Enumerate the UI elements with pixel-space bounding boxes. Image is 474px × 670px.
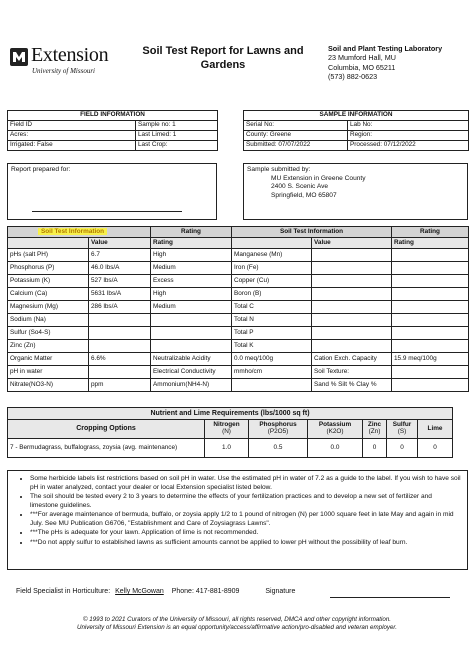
soil-param-rating	[392, 288, 469, 301]
notes-box	[7, 470, 468, 570]
irrigated: Irrigated: False	[8, 141, 136, 151]
soil-info-header-left	[8, 227, 151, 238]
submitter-line-3: Springfield, MO 65807	[271, 191, 337, 199]
soil-param-rating	[151, 340, 232, 353]
nutrient-row	[8, 439, 453, 458]
extra-param-name: Organic Matter	[8, 353, 89, 366]
soil-param-rating: Medium	[151, 262, 232, 275]
soil-param-value	[89, 327, 151, 340]
soil-param-value	[312, 275, 392, 288]
soil-param-name: Potassium (K)	[8, 275, 89, 288]
soil-test-row	[8, 288, 469, 301]
extra-param-name: pH in water	[8, 366, 89, 379]
last-crop: Last Crop:	[136, 141, 218, 151]
soil-param-rating	[392, 275, 469, 288]
extra-param-value	[232, 379, 312, 392]
soil-param-value: 527 lbs/A	[89, 275, 151, 288]
soil-param-value	[312, 288, 392, 301]
soil-param-rating	[392, 249, 469, 262]
soil-param-value: 6.7	[89, 249, 151, 262]
rating-header-right: Rating	[392, 227, 469, 238]
soil-param-name: pHs (salt PH)	[8, 249, 89, 262]
footer	[0, 616, 474, 633]
extra-param-name: Sand % Silt % Clay %	[312, 379, 392, 392]
sample-info-heading: SAMPLE INFORMATION	[244, 111, 469, 121]
rating-subheader-right: Rating	[392, 238, 469, 249]
serial-no: Serial No:	[244, 121, 348, 131]
sample-info-table	[243, 110, 469, 151]
submitted-by-box	[243, 163, 468, 220]
value-header-left: Value	[89, 238, 151, 249]
extra-param-value	[89, 366, 151, 379]
soil-param-value	[312, 301, 392, 314]
phosphorus-header: Phosphorus (P2O5)	[249, 420, 308, 439]
acres: Acres:	[8, 131, 136, 141]
blank-header-cell	[232, 238, 312, 249]
soil-param-name: Total K	[232, 340, 312, 353]
crop-option: 7 - Bermudagrass, buffalograss, zoysia (avg. maintenance)	[8, 439, 205, 458]
soil-param-value	[312, 327, 392, 340]
soil-param-name: Total N	[232, 314, 312, 327]
soil-param-name: Total C	[232, 301, 312, 314]
lab-address-2: Columbia, MO 65211	[328, 62, 396, 72]
soil-test-row	[8, 340, 469, 353]
soil-test-row	[8, 314, 469, 327]
soil-param-rating: High	[151, 288, 232, 301]
extra-param-name: Nitrate(NO3-N)	[8, 379, 89, 392]
nitrogen-header: Nitrogen (N)	[205, 420, 249, 439]
soil-param-rating	[392, 262, 469, 275]
specialist-name: Kelly McGowan	[115, 588, 164, 595]
soil-param-value: 5631 lbs/A	[89, 288, 151, 301]
lab-info	[328, 44, 442, 81]
extension-logo-text: Extension	[31, 44, 109, 66]
phosphorus-value: 0.5	[249, 439, 308, 458]
lab-no: Lab No:	[348, 121, 469, 131]
extra-param-value: ppm	[89, 379, 151, 392]
prepared-for-label: Report prepared for:	[11, 166, 71, 173]
submitter-line-2: 2400 S. Scenic Ave	[271, 183, 329, 191]
nutrient-table-title: Nutrient and Lime Requirements (lbs/1000 sq ft)	[8, 408, 453, 420]
soil-param-rating: High	[151, 249, 232, 262]
nutrient-table	[7, 407, 453, 458]
submitter-line-1: MU Extension in Greene County	[271, 174, 366, 182]
soil-param-value: 46.0 lbs/A	[89, 262, 151, 275]
soil-param-value	[312, 262, 392, 275]
extra-param-value: 0.0 meq/100g	[232, 353, 312, 366]
soil-param-rating	[392, 301, 469, 314]
soil-param-value	[312, 249, 392, 262]
soil-param-name: Sulfur (So4-S)	[8, 327, 89, 340]
soil-extra-row	[8, 353, 469, 366]
rating-subheader-left: Rating	[151, 238, 232, 249]
soil-param-rating: Excess	[151, 275, 232, 288]
soil-param-value	[312, 314, 392, 327]
potassium-header: Potassium (K2O)	[308, 420, 363, 439]
lime-header: Lime	[418, 420, 453, 439]
soil-param-name: Boron (B)	[232, 288, 312, 301]
note-item: • ***For average maintenance of bermuda, buffalo, or zoysia apply 1/2 to 1 pound of nitrogen (N) per 1000 square feet in late May and again in mid July. See MU Publication G6706, "Establishment and Care of Zoysiagrass Lawns".	[30, 511, 461, 528]
soil-param-name: Manganese (Mn)	[232, 249, 312, 262]
note-item: • ***The pHs is adequate for your lawn. Application of lime is not recommended.	[30, 529, 461, 538]
soil-test-table	[7, 226, 469, 392]
soil-param-rating	[151, 314, 232, 327]
field-info-heading: FIELD INFORMATION	[8, 111, 218, 121]
soil-param-name: Phosphorus (P)	[8, 262, 89, 275]
soil-param-rating	[392, 340, 469, 353]
soil-param-name: Copper (Cu)	[232, 275, 312, 288]
value-header-right: Value	[312, 238, 392, 249]
specialist-phone: Phone: 417-881-8909	[171, 588, 240, 595]
extra-param-value	[392, 379, 469, 392]
soil-test-row	[8, 301, 469, 314]
region: Region:	[348, 131, 469, 141]
soil-param-name: Total P	[232, 327, 312, 340]
note-item: • Some herbicide labels list restrictions based on soil pH in water. Use the estimated pH in water of 7.2 as a guide to the label. If you wish to have soil pH in water analyzed, contact your dealer or local Extension specialist listed below.	[30, 475, 461, 492]
potassium-value: 0.0	[308, 439, 363, 458]
soil-param-name: Calcium (Ca)	[8, 288, 89, 301]
county: County: Greene	[244, 131, 348, 141]
soil-param-name: Iron (Fe)	[232, 262, 312, 275]
nitrogen-value: 1.0	[205, 439, 249, 458]
soil-param-value	[89, 340, 151, 353]
extra-param-name: Neutralizable Acidity	[151, 353, 232, 366]
soil-param-rating	[151, 327, 232, 340]
sample-no: Sample no: 1	[136, 121, 218, 131]
submitted-date: Submitted: 07/07/2022	[244, 141, 348, 151]
soil-test-row	[8, 249, 469, 262]
soil-param-name: Magnesium (Mg)	[8, 301, 89, 314]
soil-info-header-right: Soil Test Information	[232, 227, 392, 238]
last-limed: Last Limed: 1	[136, 131, 218, 141]
lab-phone: (573) 882-0623	[328, 72, 378, 82]
specialist-line	[16, 588, 295, 595]
soil-param-name: Sodium (Na)	[8, 314, 89, 327]
copyright-text: © 1993 to 2021 Curators of the University of Missouri, all rights reserved, DMCA and other copyright information.	[83, 616, 391, 623]
signature-label: Signature	[265, 588, 296, 595]
specialist-label: Field Specialist in Horticulture:	[16, 588, 111, 595]
field-info-table	[7, 110, 218, 151]
extra-param-name: Soil Texture:	[312, 366, 392, 379]
note-item: • ***Do not apply sulfur to established lawns as sufficient amounts cannot be applied to lower pH without the possibility of leaf burn.	[30, 539, 461, 548]
field-id: Field ID	[8, 121, 136, 131]
extra-param-name: Electrical Conductivity	[151, 366, 232, 379]
soil-param-value: 286 lbs/A	[89, 301, 151, 314]
extra-param-name: Ammonium(NH4-N)	[151, 379, 232, 392]
eeo-text: University of Missouri Extension is an equal opportunity/access/affirmative action/pro-disabled and veteran employer.	[77, 624, 397, 632]
soil-param-name: Zinc (Zn)	[8, 340, 89, 353]
processed-date: Processed: 07/12/2022	[348, 141, 469, 151]
rating-header-left: Rating	[151, 227, 232, 238]
cropping-options-header: Cropping Options	[8, 420, 205, 439]
zinc-value: 0	[363, 439, 387, 458]
soil-param-value	[89, 314, 151, 327]
soil-param-rating: Medium	[151, 301, 232, 314]
sulfur-value: 0	[387, 439, 418, 458]
soil-extra-row	[8, 366, 469, 379]
signature-line	[330, 597, 450, 598]
extra-param-value: mmho/cm	[232, 366, 312, 379]
sulfur-header: Sulfur (S)	[387, 420, 418, 439]
lab-name: Soil and Plant Testing Laboratory	[328, 44, 443, 53]
soil-param-value	[312, 340, 392, 353]
note-item: • The soil should be tested every 2 to 3 years to determine the effects of your fertilization practices and to develop a new set of fertilizer and limestone guidelines.	[30, 493, 461, 510]
blank-header-cell	[8, 238, 89, 249]
prepared-for-line	[32, 211, 182, 212]
submitted-by-label: Sample submitted by:	[247, 166, 311, 173]
soil-test-row	[8, 262, 469, 275]
soil-info-header-highlight: Soil Test Information	[38, 228, 107, 235]
soil-param-rating	[392, 314, 469, 327]
university-subtitle: University of Missouri	[32, 67, 95, 75]
lime-value: 0	[418, 439, 453, 458]
lab-address-1: 23 Mumford Hall, MU	[328, 53, 396, 63]
extra-param-value	[392, 366, 469, 379]
soil-param-rating	[392, 327, 469, 340]
soil-test-row	[8, 275, 469, 288]
extra-param-value: 6.6%	[89, 353, 151, 366]
zinc-header: Zinc (Zn)	[363, 420, 387, 439]
notes-list	[22, 475, 461, 548]
report-title: Soil Test Report for Lawns and Gardens	[142, 45, 304, 72]
extra-param-value: 15.9 meq/100g	[392, 353, 469, 366]
soil-extra-row	[8, 379, 469, 392]
prepared-for-box	[7, 163, 217, 220]
mu-logo-icon	[10, 48, 28, 66]
extra-param-name: Cation Exch. Capacity	[312, 353, 392, 366]
soil-test-row	[8, 327, 469, 340]
